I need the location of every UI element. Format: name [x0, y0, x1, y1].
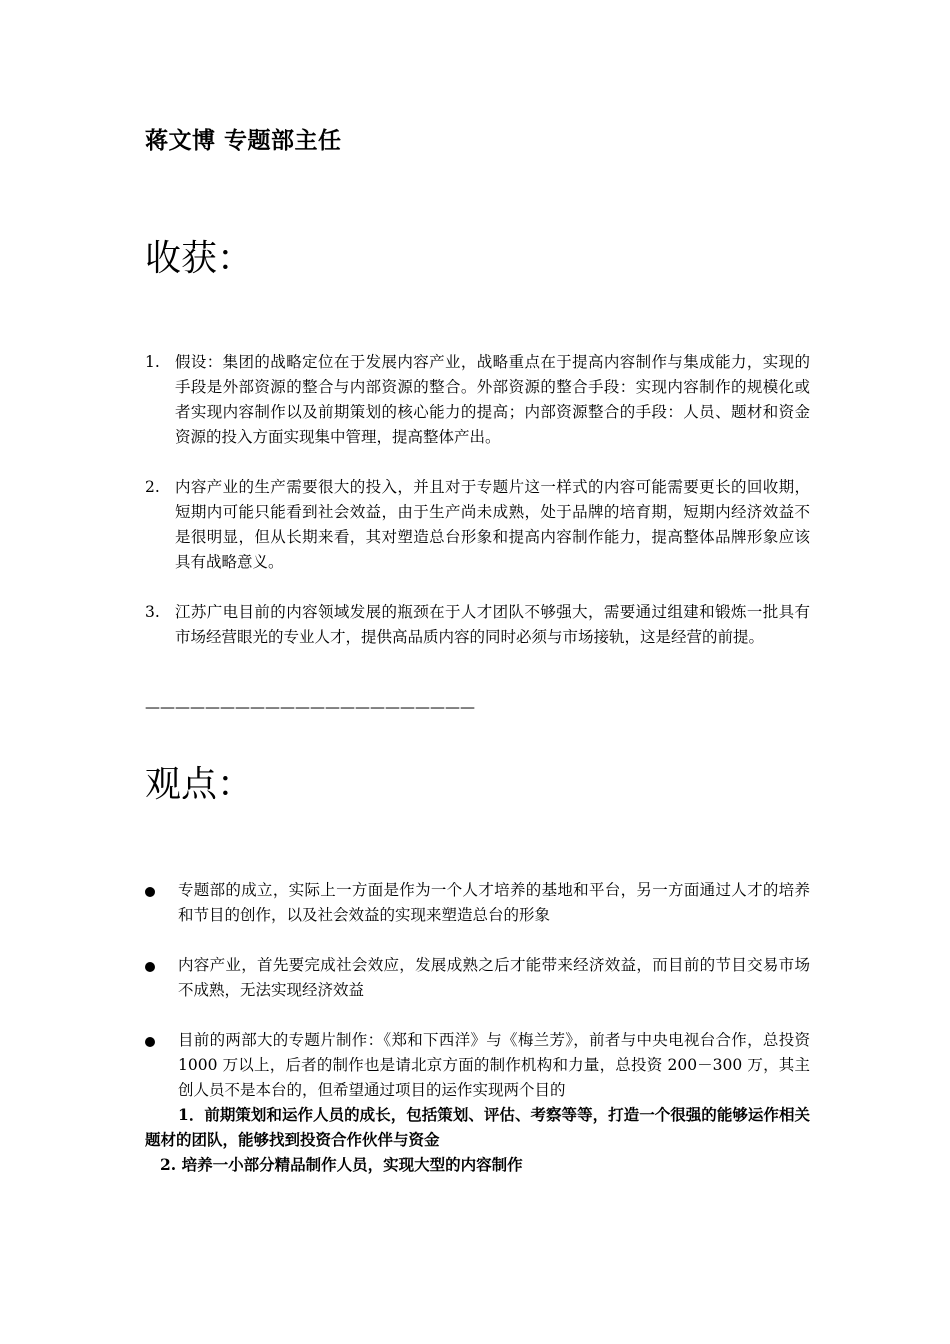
list-item-text: 内容产业的生产需要很大的投入，并且对于专题片这一样式的内容可能需要更长的回收期，短期内可能只能看到社会效益，由于生产尚未成熟，处于品牌的培育期，短期内经济效益不是很明显，但从长期来看，其对塑造总台形象和提高内容制作能力，提高整体品牌形象应该具有战略意义。 — [175, 478, 810, 571]
author-line: 蒋文博 专题部主任 — [145, 127, 342, 154]
views-list — [145, 878, 810, 1128]
section-heading-gains: 收获： — [145, 238, 254, 279]
list-number: 2. — [145, 478, 160, 496]
list-item — [145, 878, 810, 928]
section-heading-views: 观点： — [145, 764, 254, 805]
list-item-text: 江苏广电目前的内容领域发展的瓶颈在于人才团队不够强大，需要通过组建和锻炼一批具有市场经营眼光的专业人才，提供高品质内容的同时必须与市场接轨，这是经营的前提。 — [175, 603, 810, 646]
list-item — [145, 350, 810, 450]
list-item-text: 内容产业，首先要完成社会效应，发展成熟之后才能带来经济效益，而目前的节目交易市场不成熟，无法实现经济效益 — [178, 956, 810, 999]
bullet-icon — [145, 1037, 155, 1047]
list-item — [145, 953, 810, 1003]
list-item — [145, 600, 810, 650]
list-item — [145, 475, 810, 575]
bullet-icon — [145, 962, 155, 972]
goal-point-2: 2. 培养一小部分精品制作人员，实现大型的内容制作 — [160, 1155, 523, 1174]
list-number: 3. — [145, 603, 160, 621]
list-item-text: 假设：集团的战略定位在于发展内容产业，战略重点在于提高内容制作与集成能力，实现的手段是外部资源的整合与内部资源的整合。外部资源的整合手段：实现内容制作的规模化或者实现内容制作以及前期策划的核心能力的提高；内部资源整合的手段：人员、题材和资金资源的投入方面实现集中管理，提高整体产出。 — [175, 353, 810, 446]
list-item-text: 专题部的成立，实际上一方面是作为一个人才培养的基地和平台，另一方面通过人才的培养和节目的创作，以及社会效益的实现来塑造总台的形象 — [178, 881, 810, 924]
list-item-text: 目前的两部大的专题片制作：《郑和下西洋》与《梅兰芳》，前者与中央电视台合作，总投资 1000 万以上，后者的制作也是请北京方面的制作机构和力量，总投资 200－300 万，其主创人员不是本台的，但希望通过项目的运作实现两个目的 — [178, 1031, 810, 1099]
separator-line: —————————————————————— — [145, 698, 475, 716]
list-item — [145, 1028, 810, 1103]
bullet-icon — [145, 887, 155, 897]
gains-list — [145, 350, 810, 675]
goal-point-1: 1．前期策划和运作人员的成长，包括策划、评估、考察等等，打造一个很强的能够运作相关题材的团队，能够找到投资合作伙伴与资金 — [145, 1105, 810, 1149]
list-number: 1. — [145, 353, 160, 371]
